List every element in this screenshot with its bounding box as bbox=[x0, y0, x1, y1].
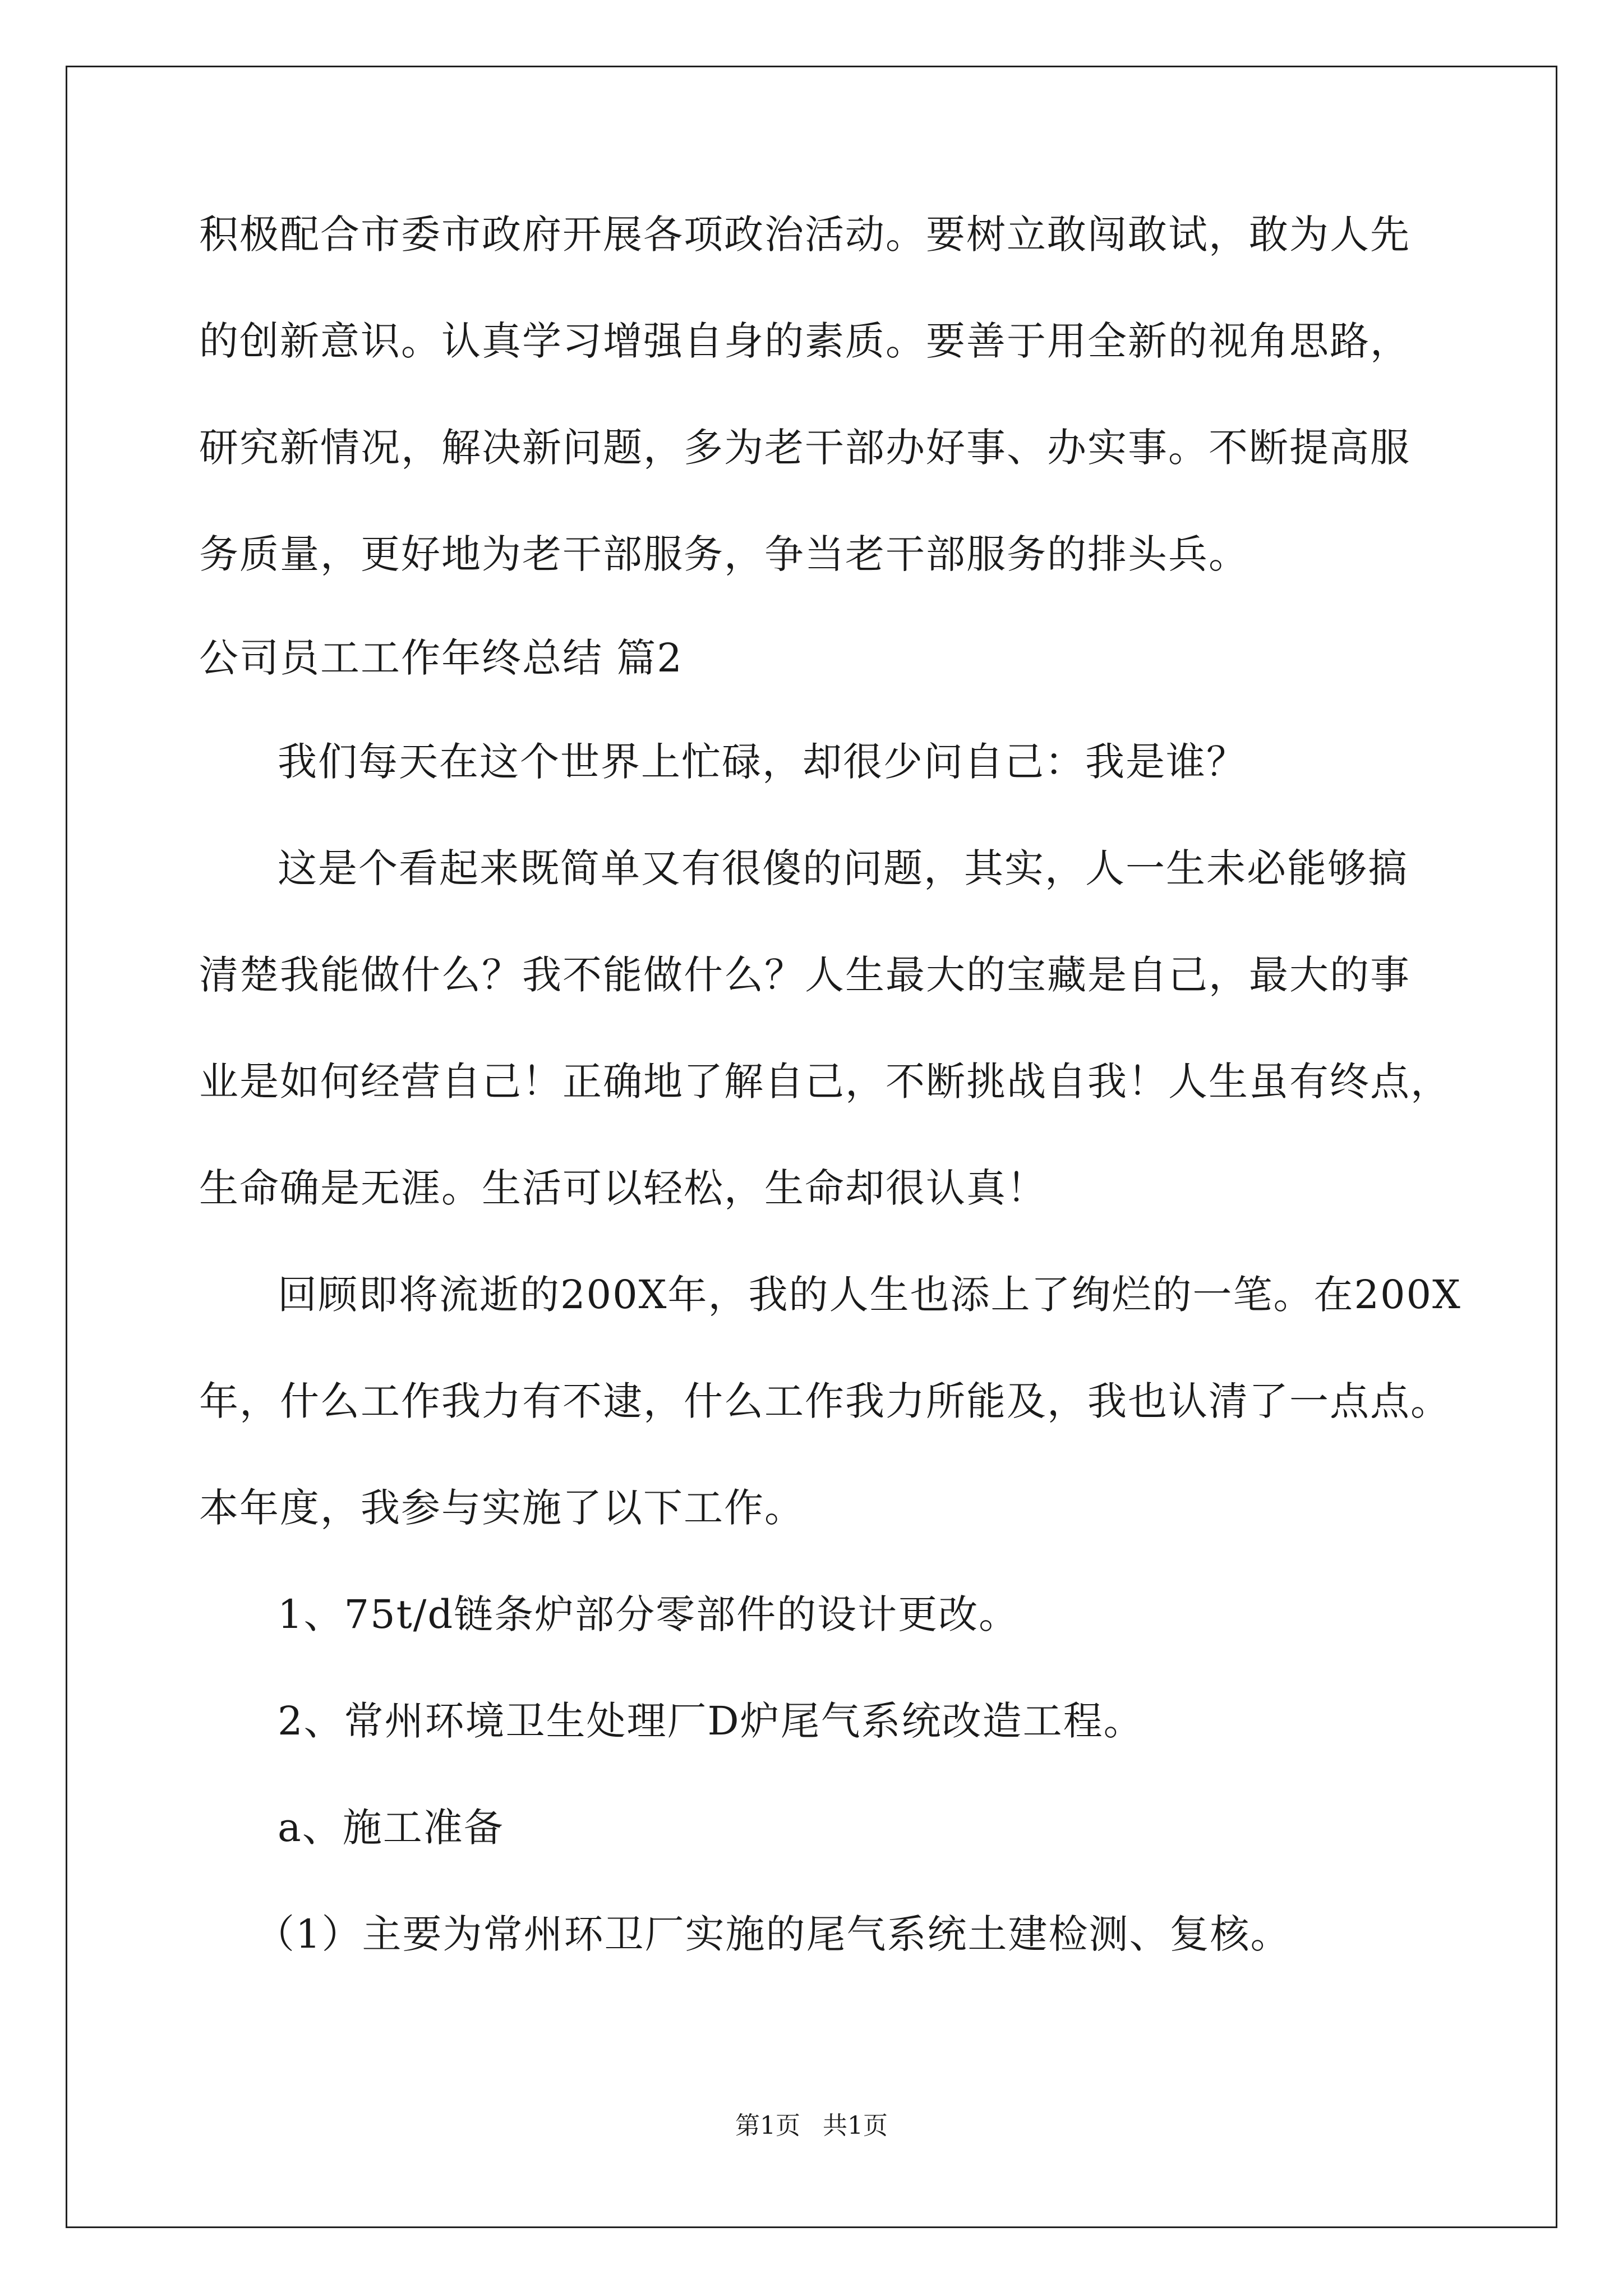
list-item: 2、常州环境卫生处理厂D炉尾气系统改造工程。 bbox=[278, 1698, 1144, 1744]
paragraph-line: 生命确是无涯。生活可以轻松，生命却很认真！ bbox=[199, 1165, 1047, 1211]
list-item: a、施工准备 bbox=[278, 1805, 504, 1851]
paragraph-line: 这是个看起来既简单又有很傻的问题，其实，人一生未必能够搞 bbox=[278, 845, 1408, 891]
paragraph-line: 我们每天在这个世界上忙碌，却很少问自己：我是谁？ bbox=[278, 739, 1247, 785]
paragraph-line: 务质量，更好地为老干部服务，争当老干部服务的排头兵。 bbox=[199, 531, 1249, 577]
paragraph-line: 积极配合市委市政府开展各项政治活动。要树立敢闯敢试，敢为人先 bbox=[199, 211, 1410, 257]
paragraph-line: 回顾即将流逝的200X年，我的人生也添上了绚烂的一笔。在200X bbox=[278, 1272, 1461, 1318]
paragraph-line: 年，什么工作我力有不逮，什么工作我力所能及，我也认清了一点点。 bbox=[199, 1378, 1451, 1424]
section-heading: 公司员工工作年终总结 篇2 bbox=[199, 635, 683, 681]
page-number: 第1页 bbox=[735, 2111, 800, 2140]
paragraph-line: 研究新情况，解决新问题，多为老干部办好事、办实事。不断提高服 bbox=[199, 425, 1410, 471]
page-footer bbox=[0, 2109, 1623, 2143]
list-item: 1、75t/d链条炉部分零部件的设计更改。 bbox=[278, 1591, 1020, 1637]
paragraph-line: 本年度，我参与实施了以下工作。 bbox=[199, 1485, 805, 1531]
paragraph-line: 业是如何经营自己！正确地了解自己，不断挑战自我！人生虽有终点， bbox=[199, 1059, 1451, 1105]
paragraph-line: 清楚我能做什么？我不能做什么？人生最大的宝藏是自己，最大的事 bbox=[199, 952, 1410, 998]
list-item: （1）主要为常州环卫厂实施的尾气系统土建检测、复核。 bbox=[255, 1911, 1291, 1957]
page-border bbox=[66, 66, 1557, 2228]
paragraph-line: 的创新意识。认真学习增强自身的素质。要善于用全新的视角思路， bbox=[199, 318, 1410, 364]
page-total: 共1页 bbox=[823, 2111, 888, 2140]
